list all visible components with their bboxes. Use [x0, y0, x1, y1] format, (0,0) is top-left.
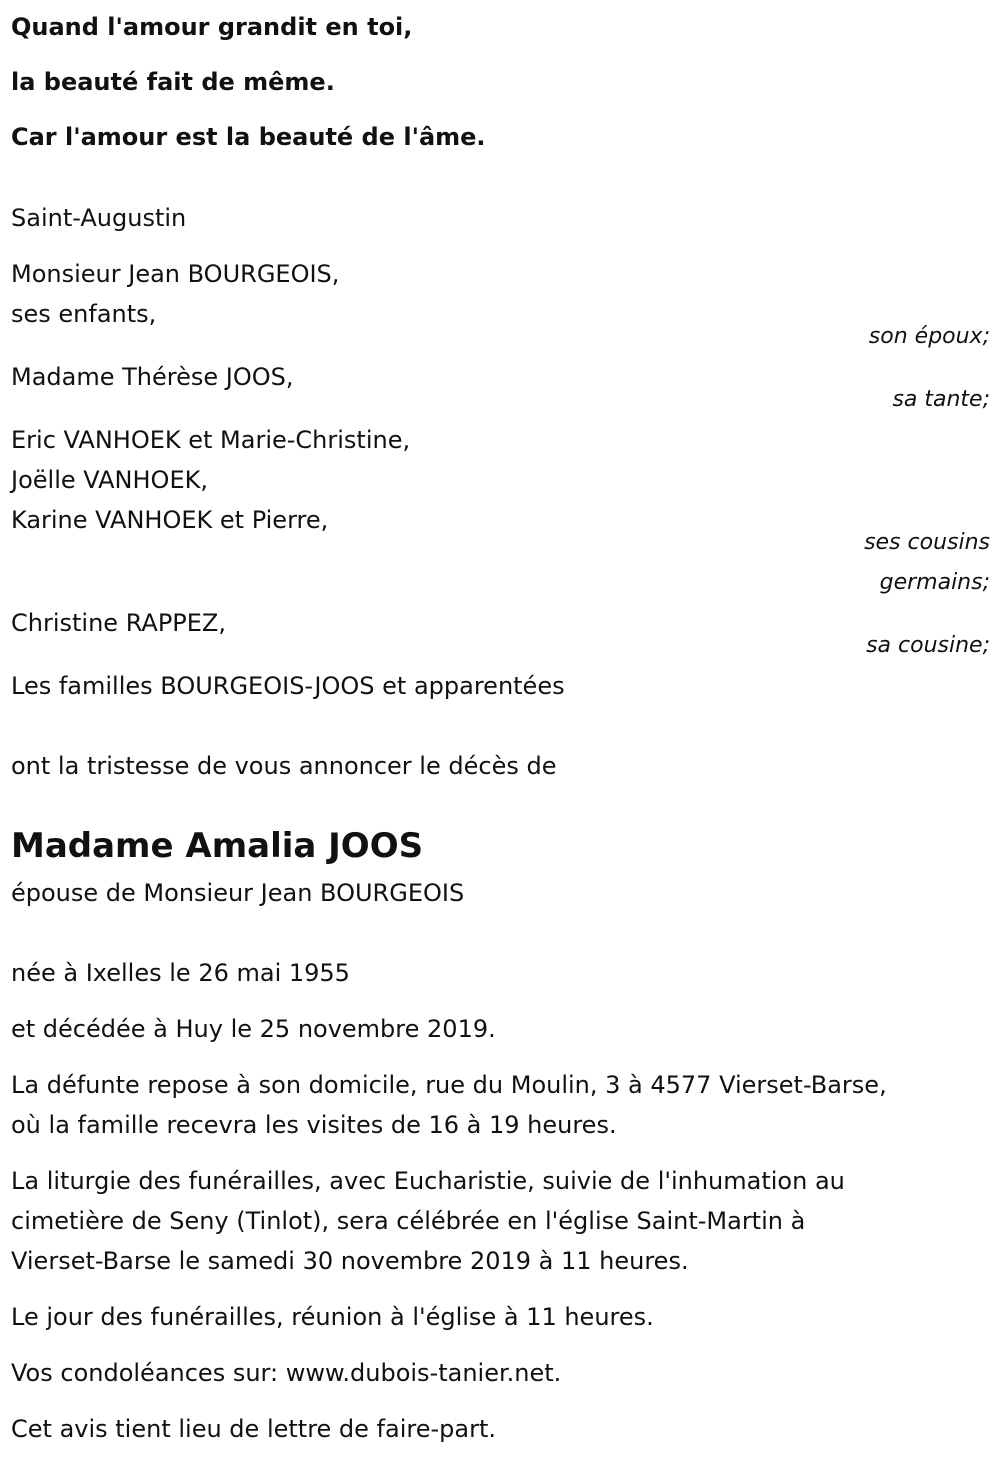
spouse-role: son époux; [868, 324, 990, 349]
cousins-role-line-2: germains; [879, 570, 990, 595]
condolences-line: Vos condoléances sur: www.dubois-tanier.net. [11, 1359, 562, 1387]
death-line: et décédée à Huy le 25 novembre 2019. [11, 1015, 496, 1043]
cousin-line-1: Eric VANHOEK et Marie-Christine, [11, 426, 411, 454]
aunt-role: sa tante; [892, 387, 990, 412]
cousin-line-2: Joëlle VANHOEK, [11, 466, 208, 494]
cousins-role-line-1: ses cousins [864, 530, 990, 555]
liturgy-line-3: Vierset-Barse le samedi 30 novembre 2019 à 11 heures. [11, 1247, 689, 1275]
families-line: Les familles BOURGEOIS-JOOS et apparentées [11, 672, 565, 700]
quote-author: Saint-Augustin [11, 204, 187, 232]
quote-line-3: Car l'amour est la beauté de l'âme. [11, 123, 486, 151]
meeting-line: Le jour des funérailles, réunion à l'église à 11 heures. [11, 1303, 654, 1331]
rest-line-2: où la famille recevra les visites de 16 à 19 heures. [11, 1111, 617, 1139]
birth-line: née à Ixelles le 26 mai 1955 [11, 959, 350, 987]
liturgy-line-2: cimetière de Seny (Tinlot), sera célébrée en l'église Saint-Martin à [11, 1207, 806, 1235]
cousine-name: Christine RAPPEZ, [11, 609, 226, 637]
deceased-name: Madame Amalia JOOS [11, 826, 424, 866]
cousin-line-3: Karine VANHOEK et Pierre, [11, 506, 329, 534]
quote-line-2: la beauté fait de même. [11, 68, 335, 96]
quote-line-1: Quand l'amour grandit en toi, [11, 13, 413, 41]
aunt-name: Madame Thérèse JOOS, [11, 363, 294, 391]
announcement-line: ont la tristesse de vous annoncer le décès de [11, 752, 557, 780]
children-line: ses enfants, [11, 300, 157, 328]
liturgy-line-1: La liturgie des funérailles, avec Eucharistie, suivie de l'inhumation au [11, 1167, 845, 1195]
spouse-name: Monsieur Jean BOURGEOIS, [11, 260, 340, 288]
rest-line-1: La défunte repose à son domicile, rue du Moulin, 3 à 4577 Vierset-Barse, [11, 1071, 887, 1099]
deceased-spouse-of: épouse de Monsieur Jean BOURGEOIS [11, 879, 465, 907]
notice-line: Cet avis tient lieu de lettre de faire-part. [11, 1415, 496, 1443]
cousine-role: sa cousine; [866, 633, 990, 658]
